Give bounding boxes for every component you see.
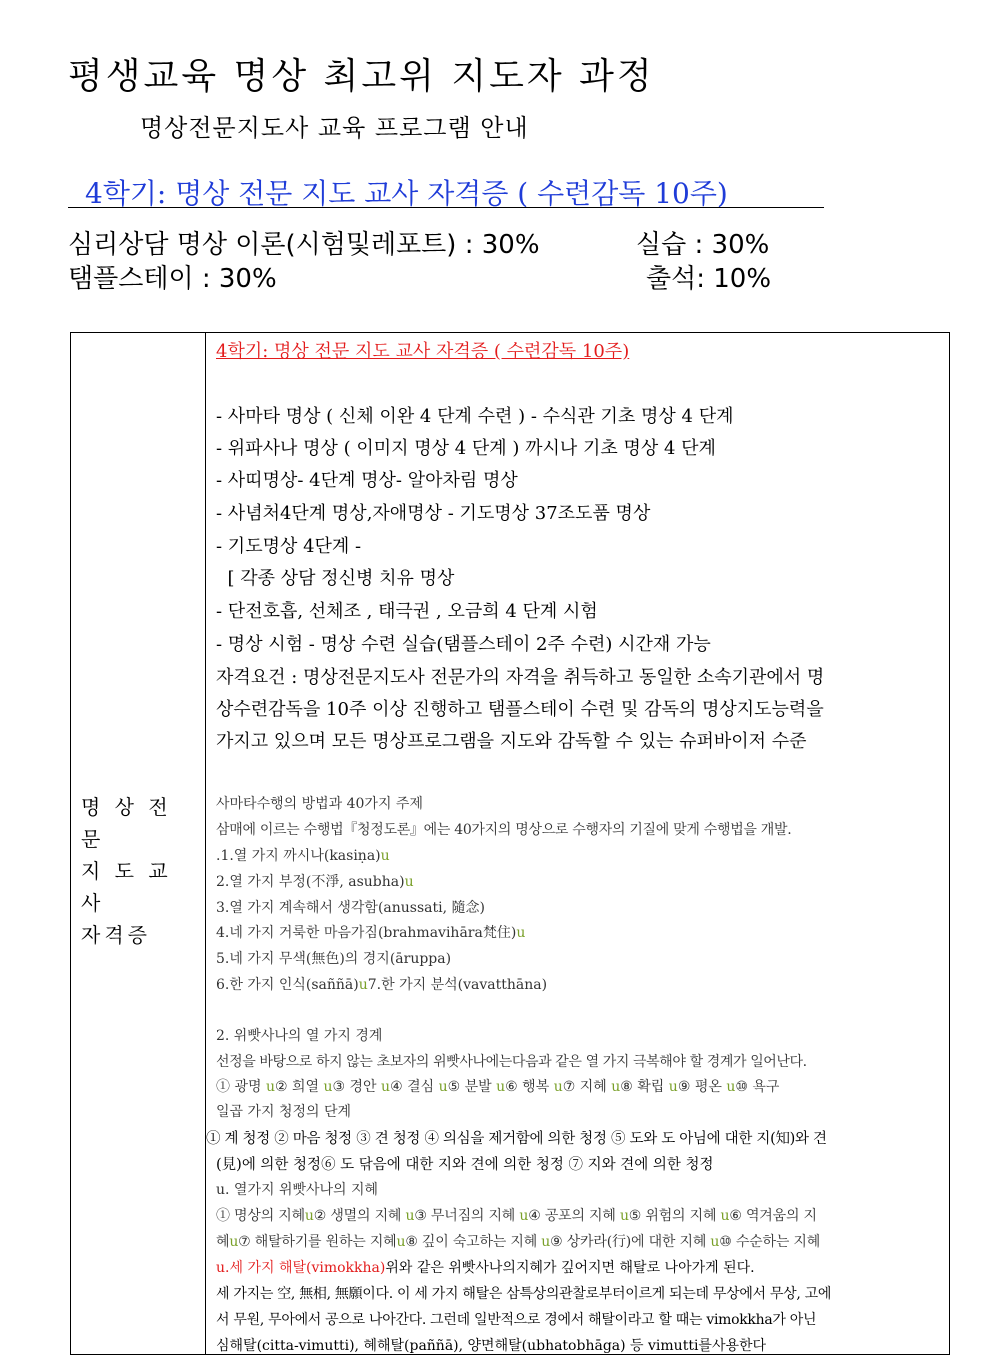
item-text: ⑦ 해탈하기를 원하는 지혜 xyxy=(238,1234,397,1250)
purity-line: (見)에 의한 청정⑥ 도 닦음에 대한 지와 견에 의한 청정 ⑦ 지와 견에 의한 청정 xyxy=(216,1157,714,1173)
item-text: ⑩ 욕구 xyxy=(735,1079,780,1095)
grade-practice: 실습 : 30% xyxy=(636,230,770,260)
item-text: ① 명상의 지혜 xyxy=(216,1208,305,1224)
samatha-heading: 사마타수행의 방법과 40가지 주제 xyxy=(216,796,423,812)
qualification-line: 자격요건 : 명상전문지도사 전문가의 자격을 취득하고 동일한 소속기관에서 명 xyxy=(216,667,825,688)
bullet-glyph: u xyxy=(396,1234,406,1250)
bullet-glyph: u xyxy=(496,1079,506,1095)
item-text: ③ 무너짐의 지혜 xyxy=(414,1208,516,1224)
item-text: 7.한 가지 분석(vavatthāna) xyxy=(367,977,548,993)
samatha-item: 5.네 가지 무색(無色)의 경지(āruppa) xyxy=(216,951,452,967)
item-text: 2.열 가지 부정(不淨, asubha) xyxy=(216,874,405,890)
item-text: ③ 경안 xyxy=(332,1079,377,1095)
item-text: ⑤ 분발 xyxy=(447,1079,492,1095)
bullet-glyph: u xyxy=(380,848,390,864)
item-text: ⑧ 깊이 숙고하는 지혜 xyxy=(405,1234,538,1250)
item-text: .1.열 가지 까시나(kasiṇa) xyxy=(216,848,381,864)
bullet-glyph: u xyxy=(265,1079,275,1095)
item-text: ④ 공포의 지혜 xyxy=(528,1208,616,1224)
curriculum-table xyxy=(70,332,950,1355)
bullet-glyph: u xyxy=(541,1234,551,1250)
item-text: ⑦ 지혜 xyxy=(562,1079,607,1095)
bullet-glyph: u xyxy=(229,1234,239,1250)
samatha-item: 3.열 가지 계속해서 생각함(anussati, 隨念) xyxy=(216,900,485,916)
list-item: - 명상 시험 - 명상 수련 실습(탬플스테이 2주 수련) 시간재 가능 xyxy=(216,634,711,655)
bullet-glyph: u xyxy=(404,874,414,890)
bullet-glyph: u xyxy=(381,1079,391,1095)
samatha-item xyxy=(216,845,390,865)
purity-line: ① 계 청정 ② 마음 청정 ③ 견 청정 ④ 의심을 제거함에 의한 청정 ⑤ 도와 도 아님에 대한 지(知)와 견 xyxy=(206,1131,827,1147)
samatha-item xyxy=(216,871,414,891)
label-line: 자격증 xyxy=(81,923,151,947)
liberation-line: 심해탈(citta-vimutti), 혜해탈(paññā), 양면해탈(ubhatobhāga) 등 vimutti를사용한다 xyxy=(216,1338,767,1354)
grade-templestay: 탬플스테이 : 30% xyxy=(68,264,277,294)
table-label-cell xyxy=(71,333,205,1354)
vipassana-heading: 2. 위빳사나의 열 가지 경계 xyxy=(216,1028,383,1044)
label-line: 지 도 교 사 xyxy=(81,859,172,915)
item-text: ② 생멸의 지혜 xyxy=(313,1208,402,1224)
item-text: ⑩ 수순하는 지혜 xyxy=(719,1234,821,1250)
semester-heading: 4학기: 명상 전문 지도 교사 자격증 ( 수련감독 10주) xyxy=(85,177,728,210)
bullet-glyph: u xyxy=(553,1079,563,1095)
bullet-glyph: u xyxy=(405,1208,415,1224)
item-text: 4.네 가지 거룩한 마음가짐(brahmavihāra梵住) xyxy=(216,925,517,941)
bullet-glyph: u xyxy=(611,1079,621,1095)
table-label xyxy=(81,791,205,951)
wisdom-line xyxy=(216,1205,817,1225)
wisdom-line xyxy=(216,1231,820,1251)
liberation-title: u.세 가지 해탈(vimokkha) xyxy=(216,1260,386,1276)
list-item: - 사마타 명상 ( 신체 이완 4 단계 수련 ) - 수식관 기초 명상 4 단계 xyxy=(216,406,734,427)
bullet-glyph: u xyxy=(519,1208,529,1224)
list-item: - 사띠명상- 4단계 명상- 알아차림 명상 xyxy=(216,470,518,491)
liberation-line: 세 가지는 空, 無相, 無願이다. 이 세 가지 해탈은 삼특상의관찰로부터이르게 되는데 무상에서 무상, 고에 xyxy=(216,1286,832,1302)
item-text: 6.한 가지 인식(saññā) xyxy=(216,977,359,993)
grade-theory: 심리상담 명상 이론(시험및레포트) : 30% xyxy=(68,230,540,260)
bullet-glyph: u xyxy=(720,1208,730,1224)
liberation-line: 서 무원, 무아에서 공으로 나아간다. 그런데 일반적으로 경에서 해탈이라고 할 때는 vimokkha가 아닌 xyxy=(216,1312,817,1328)
item-text: ① 광명 xyxy=(216,1079,262,1095)
item-text: 혜 xyxy=(216,1234,230,1250)
samatha-intro: 삼매에 이르는 수행법『청정도론』에는 40가지의 명상으로 수행자의 기질에 맞게 수행법을 개발. xyxy=(216,822,792,838)
item-text: ② 희열 xyxy=(274,1079,320,1095)
column-divider xyxy=(205,333,206,1354)
content-heading: 4학기: 명상 전문 지도 교사 자격증 ( 수련감독 10주) xyxy=(216,341,630,362)
item-text: ⑥ 행복 xyxy=(505,1079,550,1095)
page-subtitle: 명상전문지도사 교육 프로그램 안내 xyxy=(140,114,529,142)
bullet-glyph: u xyxy=(668,1079,678,1095)
list-item: [ 각종 상담 정신병 치유 명상 xyxy=(216,568,455,589)
purity-heading: 일곱 가지 청정의 단계 xyxy=(216,1104,352,1120)
liberation-text: 위와 같은 위빳사나의지혜가 깊어지면 해탈로 나아가게 된다. xyxy=(385,1260,755,1276)
item-text: ④ 결심 xyxy=(390,1079,435,1095)
page-title: 평생교육 명상 최고위 지도자 과정 xyxy=(68,56,655,97)
vipassana-list xyxy=(216,1076,779,1096)
heading-underline xyxy=(68,207,824,208)
item-text: ⑥ 역겨움의 지 xyxy=(729,1208,817,1224)
bullet-glyph: u xyxy=(323,1079,333,1095)
samatha-item xyxy=(216,922,525,942)
item-text: ⑨ 평온 xyxy=(677,1079,722,1095)
bullet-glyph: u xyxy=(619,1208,629,1224)
item-text: ⑧ 확립 xyxy=(620,1079,665,1095)
list-item: - 위파사나 명상 ( 이미지 명상 4 단계 ) 까시나 기초 명상 4 단계 xyxy=(216,438,716,459)
bullet-glyph: u xyxy=(516,925,526,941)
list-item: - 기도명상 4단계 - xyxy=(216,536,362,557)
bullet-glyph: u xyxy=(304,1208,314,1224)
label-line: 명 상 전 문 xyxy=(81,795,172,851)
vipassana-intro: 선정을 바탕으로 하지 않는 초보자의 위빳사나에는다음과 같은 열 가지 극복해야 할 경계가 일어난다. xyxy=(216,1054,807,1070)
bullet-glyph: u xyxy=(726,1079,736,1095)
list-item: - 단전호흡, 선체조 , 태극권 , 오금희 4 단계 시험 xyxy=(216,601,598,622)
bullet-glyph: u xyxy=(710,1234,720,1250)
list-item: - 사념처4단계 명상,자애명상 - 기도명상 37조도품 명상 xyxy=(216,503,651,524)
bullet-glyph: u xyxy=(358,977,368,993)
samatha-item xyxy=(216,974,547,994)
liberation-heading xyxy=(216,1257,755,1277)
qualification-line: 상수련감독을 10주 이상 진행하고 탬플스테이 수련 및 감독의 명상지도능력을 xyxy=(216,699,824,720)
item-text: ⑨ 상카라(行)에 대한 지혜 xyxy=(550,1234,707,1250)
wisdom-heading: u. 열가지 위빳사나의 지혜 xyxy=(216,1182,379,1198)
bullet-glyph: u xyxy=(438,1079,448,1095)
grade-attendance: 출석: 10% xyxy=(646,264,772,294)
item-text: ⑤ 위험의 지혜 xyxy=(628,1208,717,1224)
qualification-line: 가지고 있으며 모든 명상프로그램을 지도와 감독할 수 있는 슈퍼바이저 수준 xyxy=(216,731,807,752)
